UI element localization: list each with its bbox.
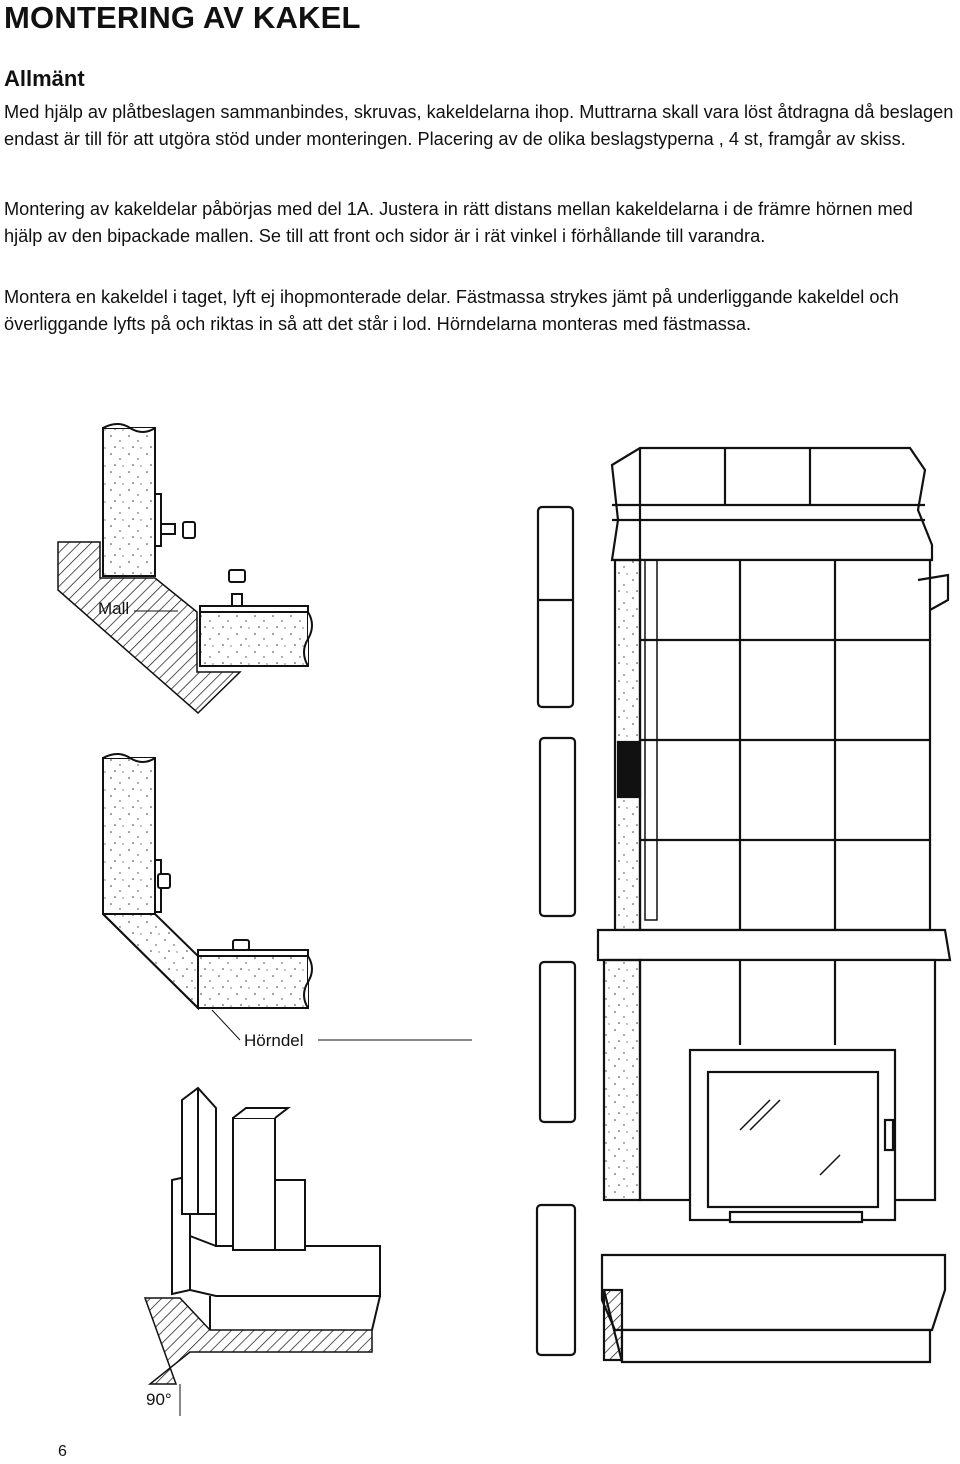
label-corner-piece: Hörndel [244,1031,304,1050]
paragraph-general: Med hjälp av plåtbeslagen sammanbindes, skruvas, kakeldelarna ihop. Muttrarna skall vara löst åtdragna då beslagen endast är till för att utgöra stöd under monteringen. Placering av de olika beslagstyperna , 4 st, framgår av skiss. [4,102,954,149]
label-template: Mall [98,599,130,618]
detail-base-corner [145,1088,380,1416]
section-heading: Allmänt [4,66,85,91]
label-right-angle: 90° [146,1390,172,1409]
page-title: MONTERING AV KAKEL [4,0,361,35]
paragraph-mounting: Montera en kakeldel i taget, lyft ej ihopmonterade delar. Fästmassa strykes jämt på underliggande kakeldel och överliggande lyfts på och riktas in så att det står i lod. Hörndelarna monteras med fästmassa. [4,287,899,334]
paragraph-start-assembly: Montering av kakeldelar påbörjas med del 1A. Justera in rätt distans mellan kakeldelarna i de främre hörnen med hjälp av den bipackade mallen. Se till att front och sidor är i rät vinkel i förhållande till varandra. [4,199,913,246]
page-number: 6 [58,1443,67,1460]
detail-corner-piece [103,754,472,1040]
detail-template-corner [58,424,312,713]
tiled-stove [537,448,950,1362]
